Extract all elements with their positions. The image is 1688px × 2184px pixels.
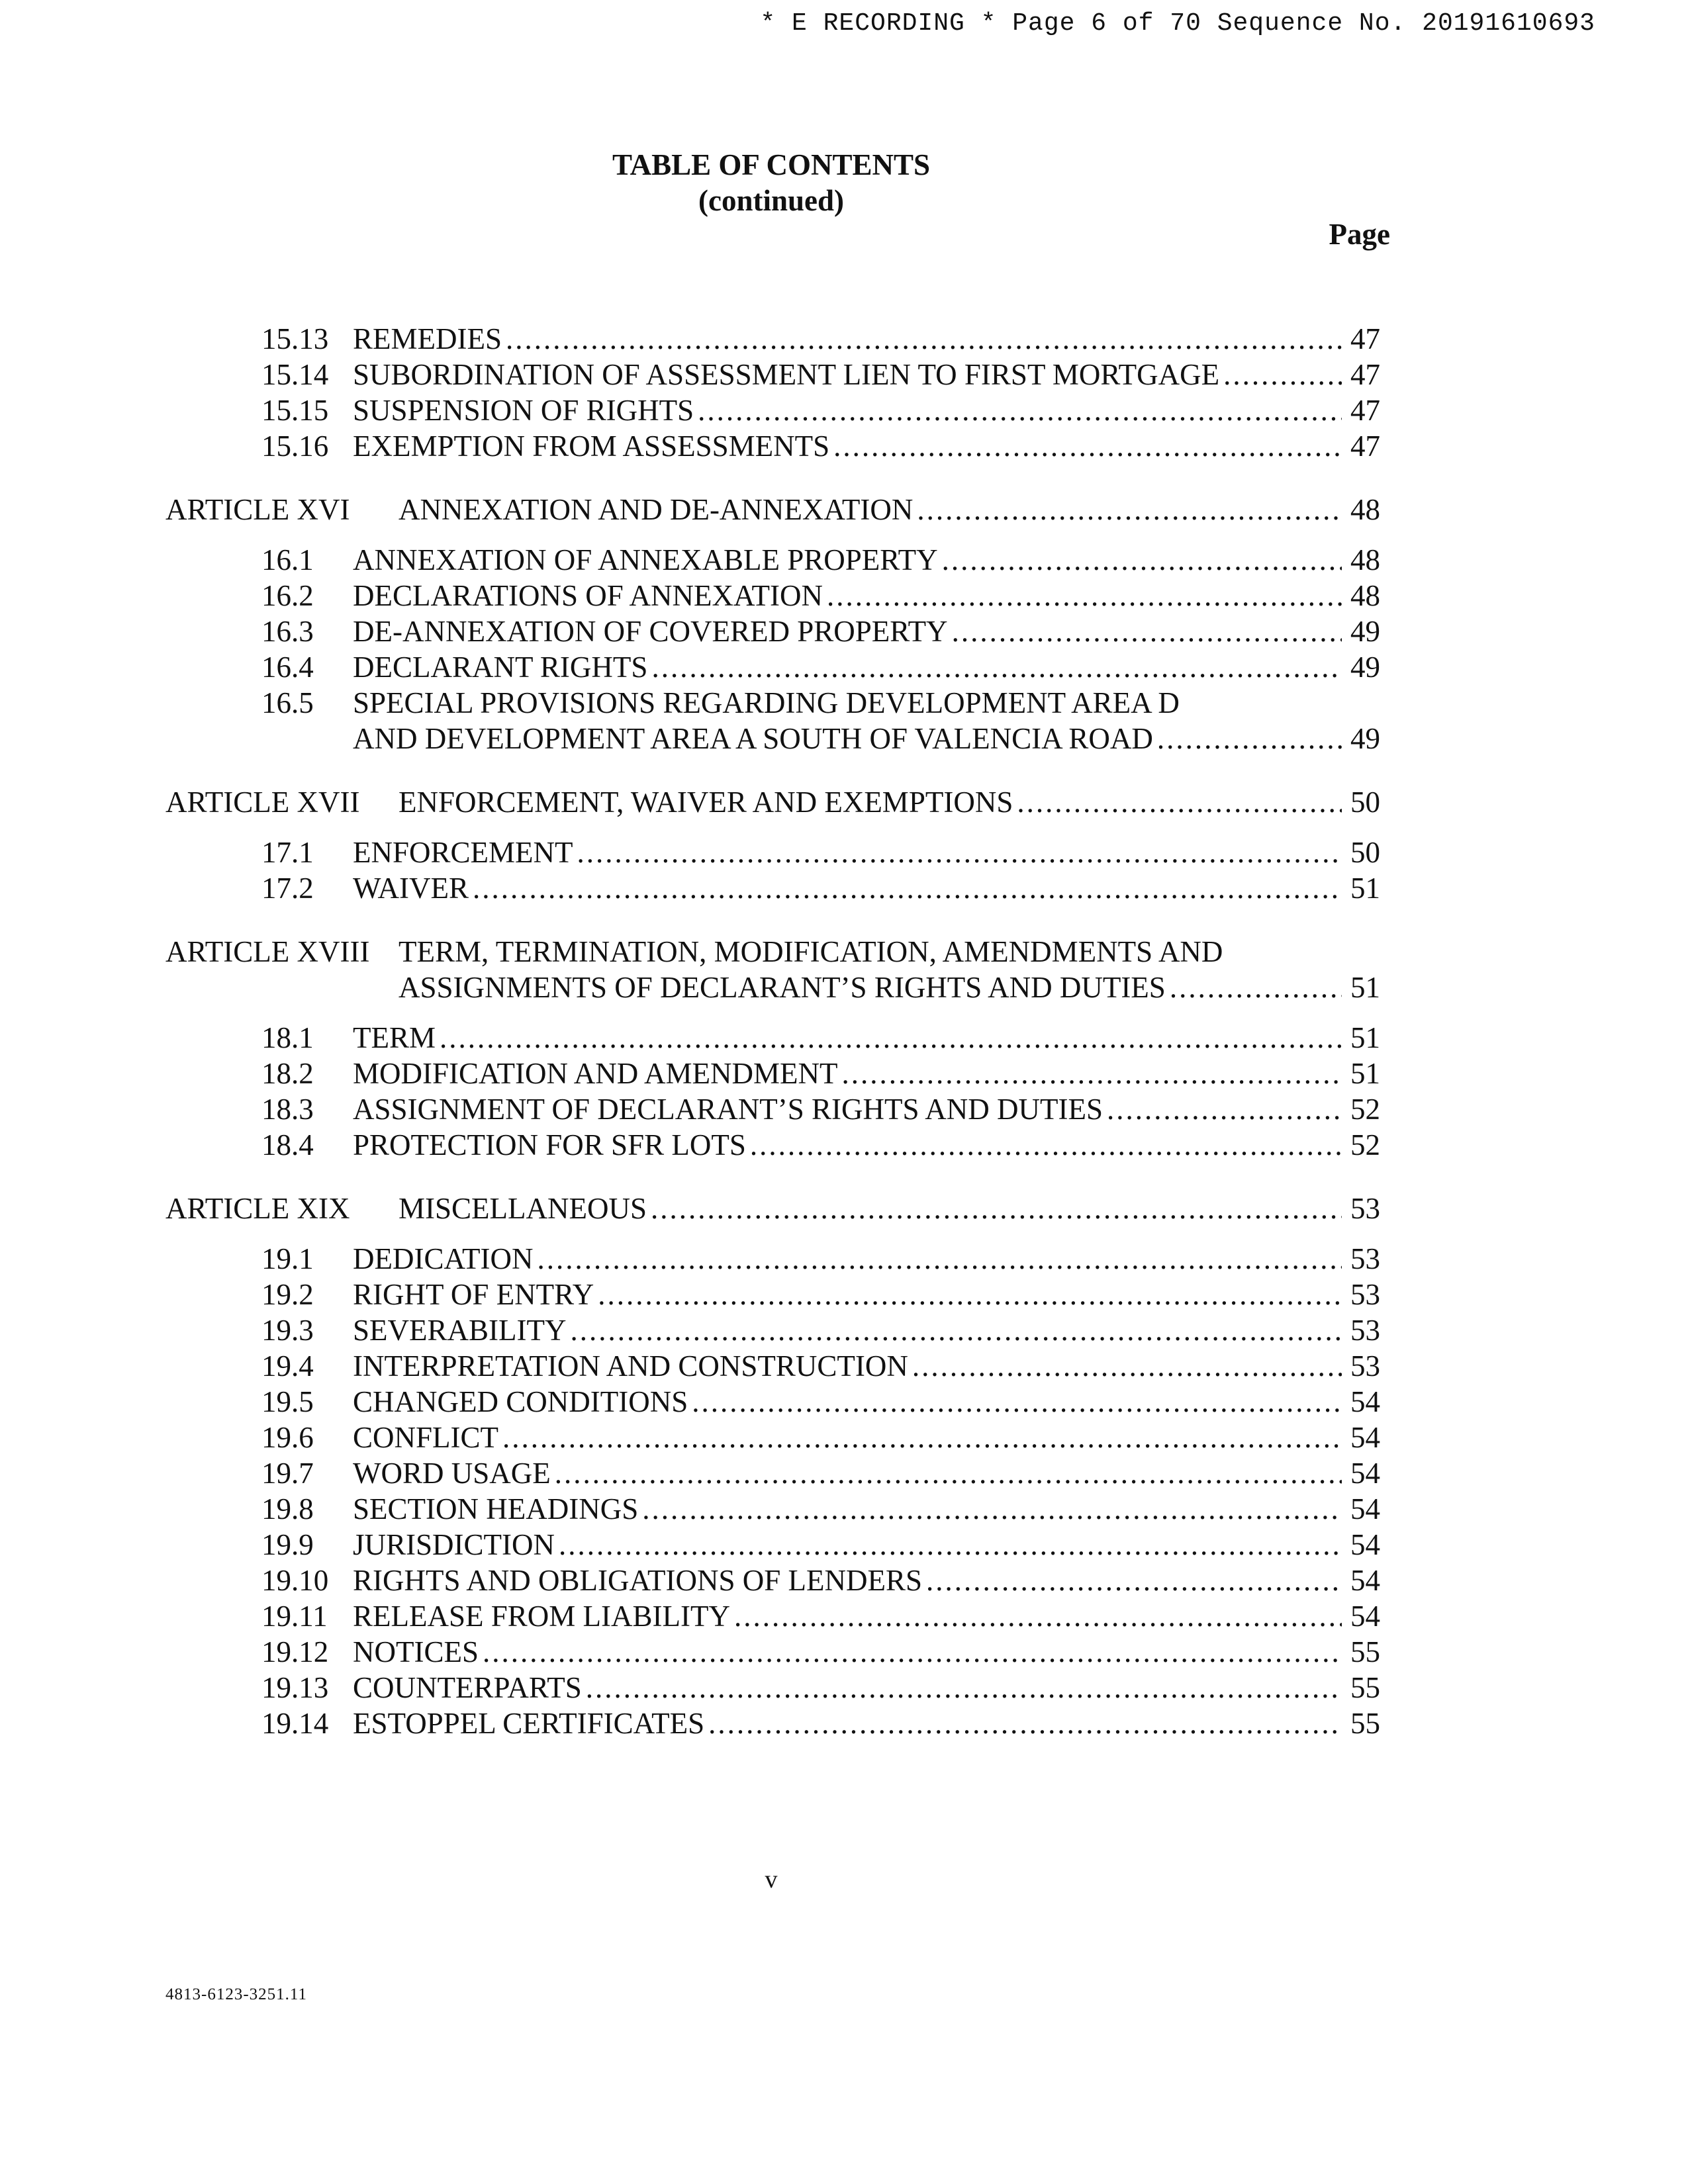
toc-entry: 19.6 CONFLICT ..... 54 (165, 1420, 1380, 1455)
toc-entry: 15.15 SUSPENSION OF RIGHTS ..... 47 (165, 392, 1380, 428)
toc-entry: 16.5 SPECIAL PROVISIONS REGARDING DEVELOPMENT AREA D (261, 686, 1180, 719)
toc-entry: 17.2 WAIVER ..... 51 (165, 870, 1380, 906)
toc-entry: 19.11 RELEASE FROM LIABILITY ..... 54 (165, 1598, 1380, 1634)
page-number: v (765, 1866, 778, 1893)
toc-article: ARTICLE XVII ENFORCEMENT, WAIVER AND EXEMPTIONS ..... 50 (165, 784, 1380, 820)
toc-entry: 19.4 INTERPRETATION AND CONSTRUCTION ..... 53 (165, 1348, 1380, 1384)
toc-entry: 19.9 JURISDICTION ..... 54 (165, 1527, 1380, 1563)
toc-entry: 19.5 CHANGED CONDITIONS ..... 54 (165, 1384, 1380, 1420)
page-title (0, 147, 1542, 218)
toc-entry: 19.10 RIGHTS AND OBLIGATIONS OF LENDERS ..... 54 (165, 1563, 1380, 1598)
toc-entry: 19.8 SECTION HEADINGS ..... 54 (165, 1491, 1380, 1527)
toc-entry: 18.4 PROTECTION FOR SFR LOTS ..... 52 (165, 1127, 1380, 1163)
page-column-heading: Page (1329, 218, 1390, 251)
toc-entry: 16.3 DE-ANNEXATION OF COVERED PROPERTY ..... 49 (165, 614, 1380, 649)
toc-article: ARTICLE XIX MISCELLANEOUS ..... 53 (165, 1191, 1380, 1226)
toc-entry: 19.13 COUNTERPARTS ..... 55 (165, 1670, 1380, 1706)
toc-entry: 19.2 RIGHT OF ENTRY ..... 53 (165, 1277, 1380, 1312)
toc-article: ARTICLE XVIII TERM, TERMINATION, MODIFICATION, AMENDMENTS AND (165, 935, 1223, 968)
toc-entry: 19.3 SEVERABILITY ..... 53 (165, 1312, 1380, 1348)
toc-entry-continued: AND DEVELOPMENT AREA A SOUTH OF VALENCIA ROAD ..... 49 (165, 721, 1380, 756)
toc-entry: 15.13 REMEDIES ..... 47 (165, 321, 1380, 357)
recording-stamp: * E RECORDING * Page 6 of 70 Sequence No. 20191610693 (760, 9, 1595, 38)
toc-list (165, 321, 1380, 1741)
toc-entry: 15.16 EXEMPTION FROM ASSESSMENTS ..... 47 (165, 428, 1380, 464)
toc-entry: 19.7 WORD USAGE ..... 54 (165, 1455, 1380, 1491)
toc-article-continued: ASSIGNMENTS OF DECLARANT’S RIGHTS AND DUTIES ..... 51 (165, 970, 1380, 1005)
toc-entry: 19.12 NOTICES ..... 55 (165, 1634, 1380, 1670)
document-id: 4813-6123-3251.11 (165, 1985, 307, 2003)
toc-article: ARTICLE XVI ANNEXATION AND DE-ANNEXATION ..... 48 (165, 492, 1380, 527)
toc-entry: 18.1 TERM ..... 51 (165, 1020, 1380, 1056)
toc-entry: 18.2 MODIFICATION AND AMENDMENT ..... 51 (165, 1056, 1380, 1091)
toc-entry: 19.14 ESTOPPEL CERTIFICATES ..... 55 (165, 1706, 1380, 1741)
title-line: TABLE OF CONTENTS (612, 148, 931, 181)
toc-entry: 15.14 SUBORDINATION OF ASSESSMENT LIEN TO FIRST MORTGAGE ..... 47 (165, 357, 1380, 392)
toc-entry: 16.2 DECLARATIONS OF ANNEXATION ..... 48 (165, 578, 1380, 614)
toc-entry: 18.3 ASSIGNMENT OF DECLARANT’S RIGHTS AND DUTIES ..... 52 (165, 1091, 1380, 1127)
title-subline: (continued) (698, 184, 844, 217)
toc-entry: 19.1 DEDICATION ..... 53 (165, 1241, 1380, 1277)
toc-entry: 16.1 ANNEXATION OF ANNEXABLE PROPERTY ..... 48 (165, 542, 1380, 578)
toc-entry: 16.4 DECLARANT RIGHTS ..... 49 (165, 649, 1380, 685)
toc-entry: 17.1 ENFORCEMENT ..... 50 (165, 835, 1380, 870)
